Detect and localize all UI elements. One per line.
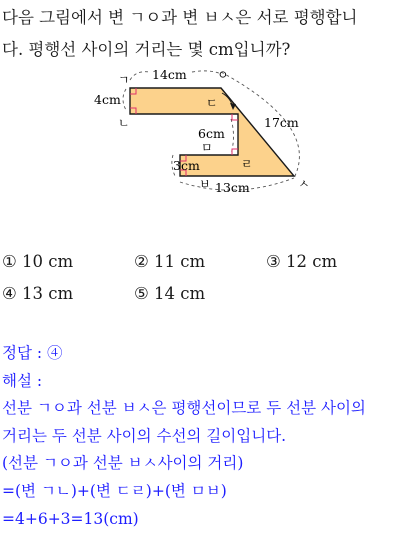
choice-4-mark: ④ [2, 284, 17, 303]
question-line-2: 다. 평행선 사이의 거리는 몇 cm입니까? [2, 40, 291, 59]
geometry-figure [88, 66, 318, 196]
solution-line-3: (선분 ㄱㅇ과 선분 ㅂㅅ사이의 거리) [2, 454, 244, 473]
choice-2[interactable] [134, 246, 205, 278]
solution-line-4: =(변 ㄱㄴ)+(변 ㄷㄹ)+(변 ㅁㅂ) [2, 481, 227, 500]
choice-5-mark: ⑤ [134, 284, 149, 303]
length-middle: 6cm [198, 126, 225, 141]
label-g: ㄱ [118, 73, 130, 87]
choice-5-text: 14 cm [154, 284, 206, 303]
solution-heading: 해설 : [2, 371, 43, 390]
top-arc-left [130, 72, 150, 80]
length-left: 4cm [94, 92, 121, 107]
choice-1-mark: ① [2, 252, 17, 271]
label-o: ㅇ [217, 68, 229, 82]
label-s: ㅅ [298, 177, 310, 191]
choice-1[interactable] [2, 246, 73, 278]
choices-row-1 [2, 246, 398, 278]
answer-choices [2, 246, 398, 310]
choices-row-2 [2, 278, 398, 310]
label-r: ㄹ [241, 157, 253, 171]
choice-3[interactable] [266, 246, 337, 278]
choice-4[interactable] [2, 278, 73, 310]
question-text [2, 2, 398, 66]
choice-3-mark: ③ [266, 252, 281, 271]
label-n: ㄴ [118, 116, 130, 130]
label-b: ㅂ [199, 177, 211, 191]
choice-2-mark: ② [134, 252, 149, 271]
choice-1-text: 10 cm [22, 252, 74, 271]
label-m: ㅁ [201, 141, 213, 155]
label-d: ㄷ [206, 96, 218, 110]
choice-3-text: 12 cm [286, 252, 338, 271]
length-bottom: 13cm [215, 180, 250, 195]
solution-answer: 정답 : ④ [2, 344, 63, 362]
choice-4-text: 13 cm [22, 284, 74, 303]
solution-block [2, 340, 398, 533]
question-line-1: 다음 그림에서 변 ㄱㅇ과 변 ㅂㅅ은 서로 평행합니 [2, 8, 358, 27]
solution-line-1: 선분 ㄱㅇ과 선분 ㅂㅅ은 평행선이므로 두 선분 사이의 [2, 399, 366, 418]
choice-5[interactable] [134, 278, 205, 310]
choice-2-text: 11 cm [154, 252, 206, 271]
length-diagonal: 17cm [264, 115, 299, 130]
length-bottom-left: 3cm [173, 158, 200, 173]
length-top: 14cm [152, 67, 187, 82]
solution-line-5: =4+6+3=13(cm) [2, 509, 139, 528]
left-arc [123, 89, 126, 110]
solution-line-2: 거리는 두 선분 사이의 수선의 길이입니다. [2, 426, 287, 445]
